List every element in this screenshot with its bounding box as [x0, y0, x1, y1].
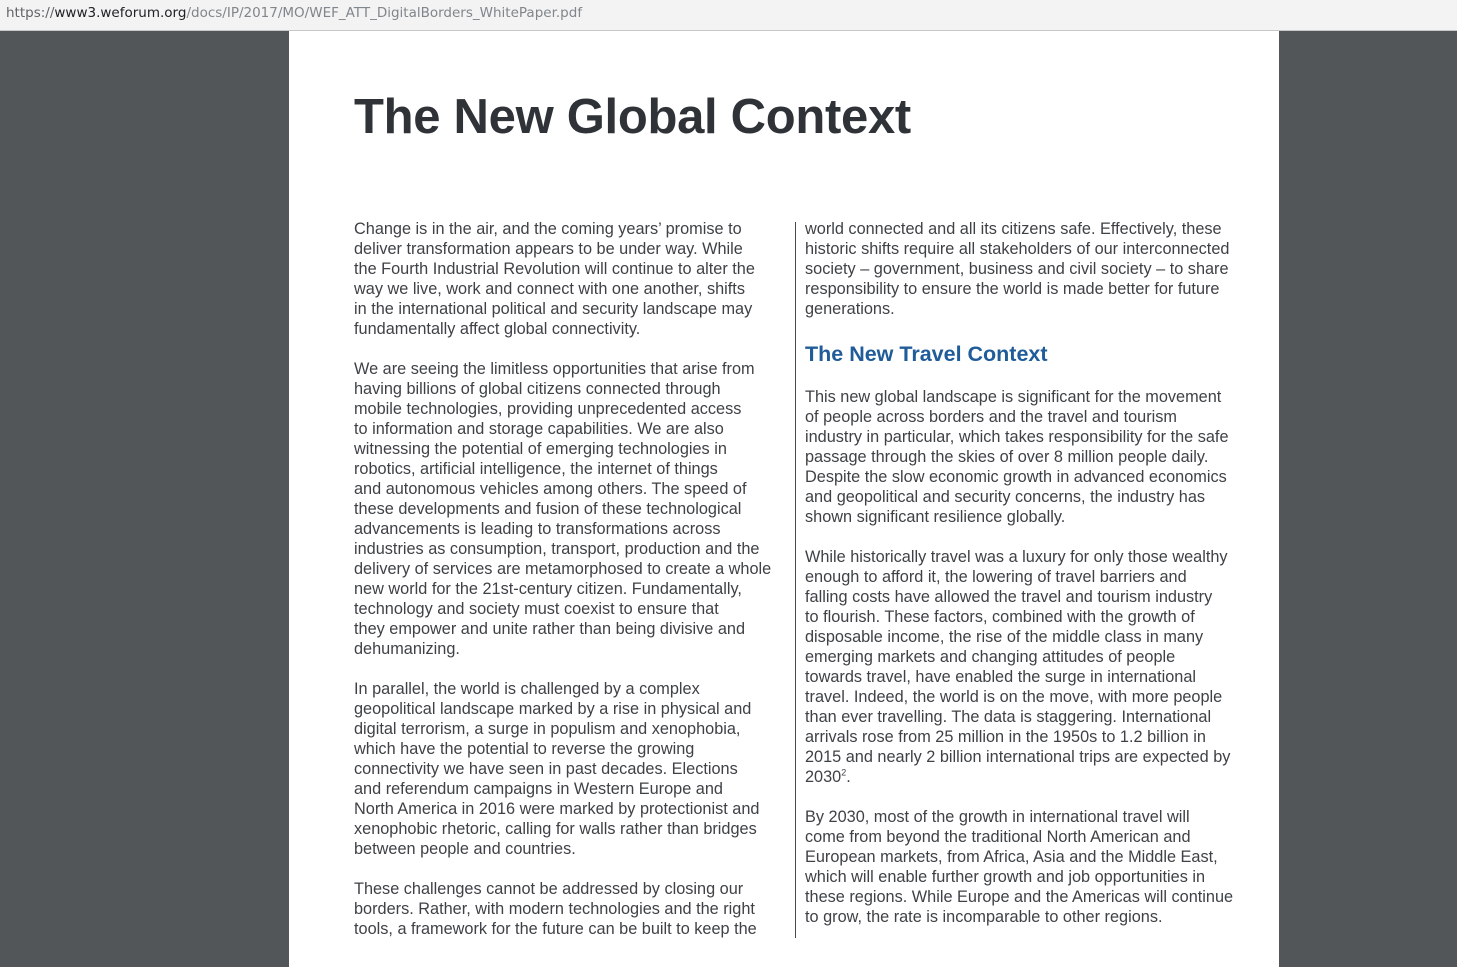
right-paragraph-intro: world connected and all its citizens safe. Effectively, these historic shifts require all stakeholders of our interconnected society – government, business and civil society – to share responsibility to ensure the world is made better for future generations.	[805, 220, 1230, 318]
section-heading: The New Travel Context	[805, 342, 1048, 366]
url-path: /docs/IP/2017/MO/WEF_ATT_DigitalBorders_WhitePaper.pdf	[186, 5, 583, 21]
left-paragraph-3: In parallel, the world is challenged by a complex geopolitical landscape marked by a rise in physical and digital terrorism, a surge in populism and xenophobia, which have the potential to reverse the growing connectivity we have seen in past decades. Elections and referendum campaigns in Western Europe and North America in 2016 were marked by protectionist and xenophobic rhetoric, calling for walls rather than bridges between people and countries.	[354, 680, 760, 858]
right-paragraph-2: While historically travel was a luxury for only those wealthy enough to afford it, the lowering of travel barriers and falling costs have allowed the travel and tourism industry to flourish. These factors, combined with the growth of disposable income, the rise of the middle class in many emerging markets and changing attitudes of people towards travel, have enabled the surge in international travel. Indeed, the world is on the move, with more people than ever travelling. The data is staggering. International arrivals rose from 25 million in the 1950s to 1.2 billion in 2015 and nearly 2 billion international trips are expected by 2030$^2$.	[805, 547, 1245, 787]
left-paragraph-1: Change is in the air, and the coming years’ promise to deliver transformation appears to be under way. While the Fourth Industrial Revolution will continue to alter the way we live, work and connect with one another, shifts in the international political and security landscape may fundamentally affect global connectivity.	[354, 220, 755, 338]
url-host: www3.weforum.org	[54, 5, 187, 21]
right-paragraph-1: This new global landscape is significant for the movement of people across borders and the travel and tourism industry in particular, which takes responsibility for the safe passage through the skies of over 8 million people daily. Despite the slow economic growth in advanced economics and geopolitical and security concerns, the industry has shown significant resilience globally.	[805, 388, 1229, 526]
left-column	[354, 219, 779, 959]
pdf-page	[289, 31, 1279, 967]
footnote-line: 2030$^2$.	[805, 767, 851, 786]
address-bar[interactable]	[0, 0, 1457, 31]
footnote-marker[interactable]: 2	[841, 767, 847, 778]
left-paragraph-4: These challenges cannot be addressed by closing our borders. Rather, with modern technologies and the right tools, a framework for the future can be built to keep the	[354, 880, 757, 938]
right-paragraph-3: By 2030, most of the growth in international travel will come from beyond the traditional North American and European markets, from Africa, Asia and the Middle East, which will enable further growth and job opportunities in these regions. While Europe and the Americas will continue to grow, the rate is incomparable to other regions.	[805, 808, 1234, 926]
right-column	[805, 219, 1245, 947]
left-paragraph-2: We are seeing the limitless opportunities that arise from having billions of global citizens connected through mobile technologies, providing unprecedented access to information and storage capabilities. We are also witnessing the potential of emerging technologies in robotics, artificial intelligence, the internet of things and autonomous vehicles among others. The speed of these developments and fusion of these technological advancements is leading to transformations across industries as consumption, transport, production and the delivery of services are metamorphosed to create a whole new world for the 21st-century citizen. Fundamentally, technology and society must coexist to ensure that they empower and unite rather than being divisive and dehumanizing.	[354, 360, 772, 658]
column-divider	[795, 222, 796, 938]
page-title: The New Global Context	[354, 90, 911, 144]
pdf-viewer[interactable]	[0, 31, 1457, 967]
url-scheme: https://	[6, 5, 55, 21]
